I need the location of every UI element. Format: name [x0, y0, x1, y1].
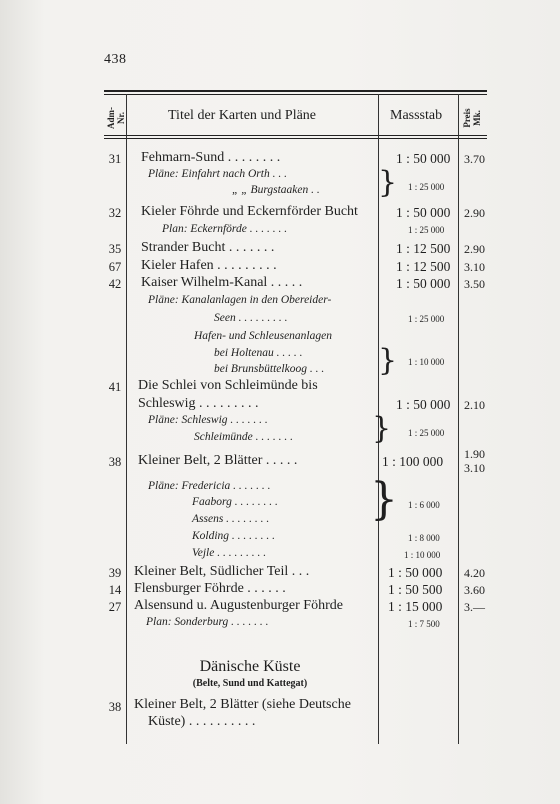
header-scale: Massstab: [390, 108, 443, 123]
row-nr: 39: [108, 566, 122, 580]
row-nr: 38: [108, 700, 122, 714]
row-sub: bei Holtenau . . . . .: [214, 347, 303, 359]
row-nr: 67: [108, 260, 122, 274]
section-heading: Dänische Küste: [199, 658, 301, 675]
row-scale: 1 : 50 000: [396, 205, 451, 220]
row-scale-small: 1 : 7 500: [408, 619, 440, 629]
row-scale: 1 : 50 000: [396, 397, 451, 412]
row-title: Schleswig . . . . . . . . .: [138, 396, 259, 411]
row-nr: 41: [108, 380, 122, 394]
row-sub: Pläne: Schleswig . . . . . . .: [148, 414, 268, 426]
column-divider-3: [458, 94, 459, 744]
row-title: Fehmarn-Sund . . . . . . . .: [141, 150, 281, 165]
row-scale: 1 : 50 500: [388, 582, 443, 597]
row-sub: Seen . . . . . . . . .: [214, 312, 288, 324]
row-scale-small: 1 : 25 000: [408, 428, 445, 438]
row-nr: 31: [108, 152, 122, 166]
row-scale: 1 : 12 500: [396, 259, 451, 274]
row-price: 3.—: [464, 600, 485, 614]
row-price: 3.10: [464, 260, 485, 274]
row-title: Kieler Föhrde und Eckernförder Bucht: [141, 204, 358, 219]
row-sub: Vejle . . . . . . . . .: [192, 547, 267, 559]
row-title: Die Schlei von Schleimünde bis: [138, 378, 318, 393]
row-sub: Pläne: Einfahrt nach Orth . . .: [148, 168, 287, 180]
row-nr: 35: [108, 242, 122, 256]
row-scale: 1 : 12 500: [396, 241, 451, 256]
row-scale-small: 1 : 25 000: [408, 314, 445, 324]
row-title: Kleiner Belt, 2 Blätter . . . . .: [138, 453, 298, 468]
row-title: Flensburger Föhrde . . . . . .: [134, 581, 286, 596]
row-scale-small: 1 : 8 000: [408, 533, 440, 543]
header-adm-nr: Adm- Nr.: [106, 107, 126, 129]
row-sub: Plan: Eckernförde . . . . . . .: [162, 223, 288, 235]
header-title: Titel der Karten und Pläne: [168, 108, 317, 123]
row-sub: bei Brunsbüttelkoog . . .: [214, 363, 325, 375]
row-nr: 38: [108, 455, 122, 469]
row-sub: Plan: Sonderburg . . . . . . .: [146, 616, 269, 628]
header-rule: [104, 135, 487, 136]
row-price: 1.90: [464, 447, 485, 461]
row-price-2: 3.10: [464, 461, 485, 475]
header-price: Preis Mk.: [462, 108, 482, 128]
row-sub: Kolding . . . . . . . .: [192, 530, 276, 542]
row-scale-small: 1 : 25 000: [408, 182, 445, 192]
row-price: 2.90: [464, 206, 485, 220]
row-nr: 27: [108, 600, 122, 614]
row-price: 2.90: [464, 242, 485, 256]
brace: }: [372, 411, 392, 446]
row-scale: 1 : 50 000: [388, 565, 443, 580]
row-nr: 32: [108, 206, 122, 220]
row-title: Kaiser Wilhelm-Kanal . . . . .: [141, 275, 303, 290]
row-sub: Assens . . . . . . . .: [192, 513, 270, 525]
row-title: Strander Bucht . . . . . . .: [141, 240, 275, 255]
row-sub: Faaborg . . . . . . . .: [192, 496, 278, 508]
row-sub: Schleimünde . . . . . . .: [194, 431, 294, 443]
row-sub: Pläne: Fredericia . . . . . . .: [148, 480, 271, 492]
section-subheading: (Belte, Sund und Kattegat): [192, 678, 308, 689]
row-nr: 42: [108, 277, 122, 291]
page-number: 438: [104, 52, 127, 67]
row-scale-small: 1 : 10 000: [408, 357, 445, 367]
row-sub: „ „ Burgstaaken . .: [232, 184, 320, 196]
column-divider-1: [126, 94, 127, 744]
row-price: 2.10: [464, 398, 485, 412]
row-sub: Pläne: Kanalanlagen in den Obereider-: [148, 294, 332, 306]
row-nr: 14: [108, 583, 122, 597]
row-title: Kleiner Belt, Südlicher Teil . . .: [134, 564, 310, 579]
row-scale: 1 : 15 000: [388, 599, 443, 614]
row-title: Kleiner Belt, 2 Blätter (siehe Deutsche: [134, 697, 351, 712]
row-price: 3.70: [464, 152, 485, 166]
row-price: 4.20: [464, 566, 485, 580]
row-scale: 1 : 50 000: [396, 151, 451, 166]
row-scale-small: 1 : 25 000: [408, 225, 445, 235]
row-price: 3.60: [464, 583, 485, 597]
row-title: Kieler Hafen . . . . . . . . .: [141, 258, 277, 273]
top-rule-thick: [104, 90, 487, 92]
brace: }: [378, 343, 398, 378]
row-price: 3.50: [464, 277, 485, 291]
row-scale-small: 1 : 10 000: [404, 550, 441, 560]
header-rule-2: [104, 138, 487, 139]
row-title: Küste) . . . . . . . . . .: [148, 714, 256, 729]
row-title: Alsensund u. Augustenburger Föhrde: [134, 598, 343, 613]
row-sub: Hafen- und Schleusenanlagen: [194, 330, 332, 342]
row-scale: 1 : 100 000: [382, 454, 444, 469]
row-scale-small: 1 : 6 000: [408, 500, 440, 510]
brace: }: [370, 474, 398, 525]
brace: }: [378, 165, 398, 200]
top-rule-thin: [104, 94, 487, 95]
row-scale: 1 : 50 000: [396, 276, 451, 291]
